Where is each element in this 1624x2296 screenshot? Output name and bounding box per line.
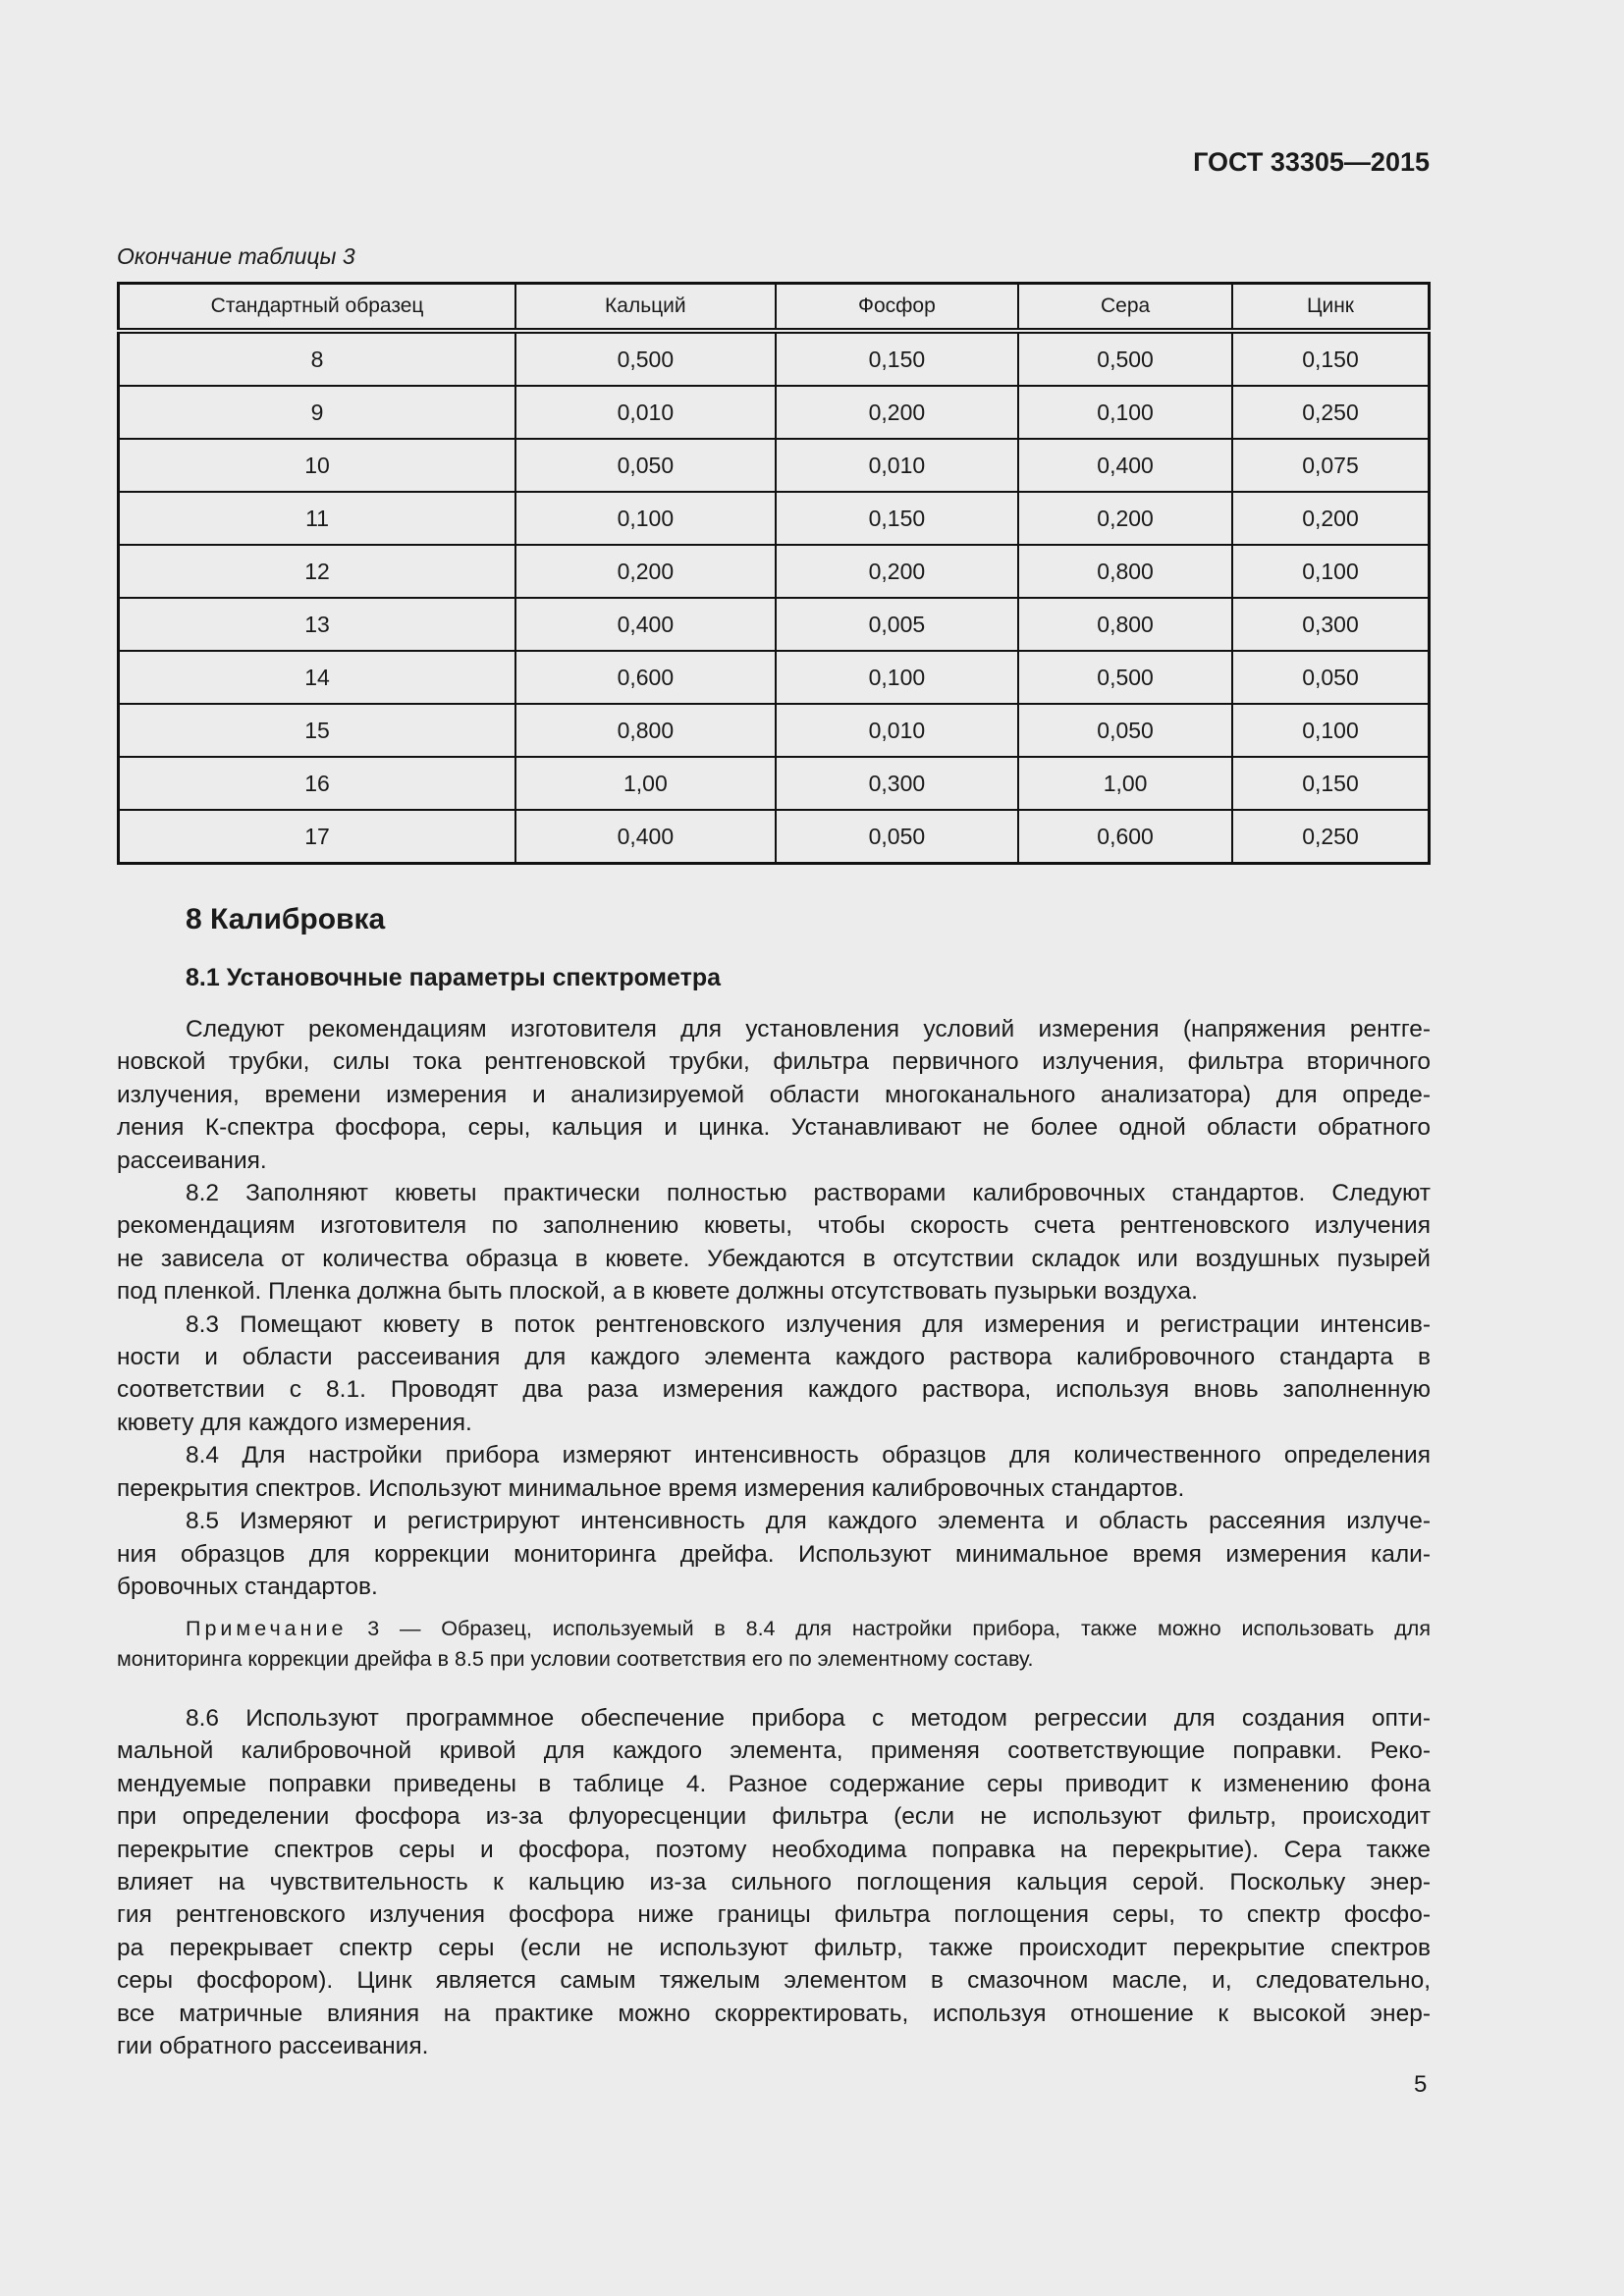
subsection-title: 8.1 Установочные параметры спектрометра: [186, 964, 722, 991]
table-row: [119, 545, 1430, 598]
table-row: [119, 757, 1430, 810]
text-line: мальной калибровочной кривой для каждого элемента, применяя соответствующие поправки. Реко-: [117, 1737, 1431, 1765]
table-cell: 0,100: [515, 492, 775, 545]
text-line: рассеивания.: [117, 1147, 267, 1174]
table-cell: 0,400: [1018, 439, 1232, 492]
text-line: 8.2 Заполняют кюветы практически полностью растворами калибровочных стандартов. Следуют: [186, 1180, 1431, 1207]
table-cell: 0,500: [1018, 331, 1232, 386]
table-cell: 0,200: [1232, 492, 1430, 545]
table-caption: Окончание таблицы 3: [117, 243, 355, 269]
paragraph: [117, 1013, 1431, 1177]
table-cell: 0,150: [1232, 757, 1430, 810]
table-cell: 0,200: [515, 545, 775, 598]
note-label: Примечание: [186, 1617, 348, 1640]
table-cell: 0,100: [1018, 386, 1232, 439]
table-cell: 0,010: [515, 386, 775, 439]
text-line: Следуют рекомендациям изготовителя для установления условий измерения (напряжения рентге-: [186, 1016, 1431, 1042]
table-cell: 0,050: [515, 439, 775, 492]
table-row: [119, 704, 1430, 757]
table-cell: 0,500: [1018, 651, 1232, 704]
table-cell: 15: [119, 704, 516, 757]
text-line: кювету для каждого измерения.: [117, 1409, 472, 1436]
table-cell: 16: [119, 757, 516, 810]
text-line: ности и области рассеивания для каждого элемента каждого раствора калибровочного стандарта в: [117, 1344, 1431, 1371]
text-line: ра перекрывает спектр серы (если не используют фильтр, также происходит перекрытие спектров: [117, 1934, 1431, 1961]
table-row: [119, 331, 1430, 386]
table-cell: 0,300: [1232, 598, 1430, 651]
table-cell: 9: [119, 386, 516, 439]
text-line: 8.5 Измеряют и регистрируют интенсивность для каждого элемента и область рассеяния излуче-: [186, 1508, 1431, 1535]
table-cell: 0,150: [776, 492, 1019, 545]
table-cell: 1,00: [515, 757, 775, 810]
text-line: ния образцов для коррекции мониторинга дрейфа. Используют минимальное время измерения кали-: [117, 1540, 1431, 1568]
table-cell: 0,075: [1232, 439, 1430, 492]
note: [117, 1614, 1431, 1675]
table-cell: 1,00: [1018, 757, 1232, 810]
table-row: [119, 651, 1430, 704]
table-header-row: [119, 284, 1430, 332]
text-line: гии обратного рассеивания.: [117, 2033, 429, 2060]
table-cell: 0,100: [776, 651, 1019, 704]
table-cell: 11: [119, 492, 516, 545]
table-cell: 13: [119, 598, 516, 651]
table-cell: 0,250: [1232, 810, 1430, 864]
column-header: Стандартный образец: [119, 284, 516, 332]
table-cell: 0,050: [1018, 704, 1232, 757]
table-row: [119, 598, 1430, 651]
note-line: 3 — Образец, используемый в 8.4 для настройки прибора, также можно использовать для: [367, 1617, 1431, 1640]
table-cell: 0,600: [1018, 810, 1232, 864]
data-table: [117, 282, 1431, 865]
paragraph: [117, 1177, 1431, 1308]
text-line: серы фосфором). Цинк является самым тяжелым элементом в смазочном масле, и, следовательно,: [117, 1967, 1431, 1995]
table-cell: 0,800: [1018, 598, 1232, 651]
note-line: мониторинга коррекции дрейфа в 8.5 при условии соответствия его по элементному составу.: [117, 1647, 1034, 1671]
text-line: при определении фосфора из-за флуоресценции фильтра (если не используют фильтр, происходит: [117, 1803, 1431, 1831]
table-cell: 0,400: [515, 810, 775, 864]
table-cell: 0,005: [776, 598, 1019, 651]
table-row: [119, 439, 1430, 492]
table-cell: 0,200: [776, 386, 1019, 439]
paragraph-8-6: [117, 1702, 1431, 2062]
text-line: 8.6 Используют программное обеспечение прибора с методом регрессии для создания опти-: [186, 1705, 1431, 1732]
text-line: 8.3 Помещают кювету в поток рентгеновского излучения для измерения и регистрации интенсив-: [186, 1310, 1431, 1338]
text-line: новской трубки, силы тока рентгеновской трубки, фильтра первичного излучения, фильтра вторичного: [117, 1048, 1431, 1076]
table-cell: 0,050: [1232, 651, 1430, 704]
table-cell: 0,200: [776, 545, 1019, 598]
table-cell: 0,150: [776, 331, 1019, 386]
document-id: ГОСТ 33305—2015: [1193, 147, 1430, 177]
text-line: влияет на чувствительность к кальцию из-за сильного поглощения кальция серой. Поскольку энер-: [117, 1869, 1431, 1896]
table-cell: 10: [119, 439, 516, 492]
table-cell: 0,100: [1232, 545, 1430, 598]
column-header: Кальций: [515, 284, 775, 332]
text-line: мендуемые поправки приведены в таблице 4. Разное содержание серы приводит к изменению фона: [117, 1770, 1431, 1797]
table-cell: 0,250: [1232, 386, 1430, 439]
text-line: все матричные влияния на практике можно скорректировать, используя отношение к высокой энер-: [117, 2000, 1431, 2027]
section-title: 8 Калибровка: [186, 903, 386, 935]
table-cell: 0,200: [1018, 492, 1232, 545]
column-header: Фосфор: [776, 284, 1019, 332]
table-cell: 0,800: [1018, 545, 1232, 598]
table-cell: 0,050: [776, 810, 1019, 864]
table-row: [119, 810, 1430, 864]
table-row: [119, 492, 1430, 545]
table-cell: 0,400: [515, 598, 775, 651]
table-cell: 0,010: [776, 439, 1019, 492]
text-line: рекомендациям изготовителя по заполнению кюветы, чтобы скорость счета рентгеновского излучения: [117, 1212, 1431, 1240]
table-cell: 8: [119, 331, 516, 386]
column-header: Сера: [1018, 284, 1232, 332]
text-line: под пленкой. Пленка должна быть плоской, а в кювете должны отсутствовать пузырьки воздуха.: [117, 1278, 1198, 1306]
table-cell: 0,100: [1232, 704, 1430, 757]
paragraph: [117, 1308, 1431, 1440]
table-cell: 0,150: [1232, 331, 1430, 386]
table-cell: 14: [119, 651, 516, 704]
table-cell: 0,800: [515, 704, 775, 757]
table-cell: 17: [119, 810, 516, 864]
text-line: перекрытие спектров серы и фосфора, поэтому необходима поправка на перекрытие). Сера также: [117, 1836, 1431, 1863]
table-cell: 12: [119, 545, 516, 598]
table-cell: 0,500: [515, 331, 775, 386]
paragraph: [117, 1439, 1431, 1505]
text-line: 8.4 Для настройки прибора измеряют интенсивность образцов для количественного определения: [186, 1442, 1431, 1469]
column-header: Цинк: [1232, 284, 1430, 332]
text-line: бровочных стандартов.: [117, 1573, 378, 1600]
table-cell: 0,010: [776, 704, 1019, 757]
text-line: соответствии с 8.1. Проводят два раза измерения каждого раствора, используя вновь заполненную: [117, 1376, 1431, 1404]
body-text: [117, 1013, 1431, 1603]
paragraph: [117, 1505, 1431, 1603]
text-line: гия рентгеновского излучения фосфора ниже границы фильтра поглощения серы, то спектр фосфо-: [117, 1901, 1431, 1929]
paragraph: [117, 1702, 1431, 2062]
page-number: 5: [1414, 2071, 1428, 2098]
text-line: не зависела от количества образца в кювете. Убеждаются в отсутствии складок или воздушных пузырей: [117, 1245, 1431, 1272]
table-row: [119, 386, 1430, 439]
text-line: излучения, времени измерения и анализируемой области многоканального анализатора) для опреде-: [117, 1081, 1431, 1108]
text-line: перекрытия спектров. Используют минимальное время измерения калибровочных стандартов.: [117, 1474, 1185, 1502]
table-cell: 0,300: [776, 757, 1019, 810]
table-cell: 0,600: [515, 651, 775, 704]
text-line: ления К-спектра фосфора, серы, кальция и цинка. Устанавливают не более одной области обратного: [117, 1114, 1431, 1142]
